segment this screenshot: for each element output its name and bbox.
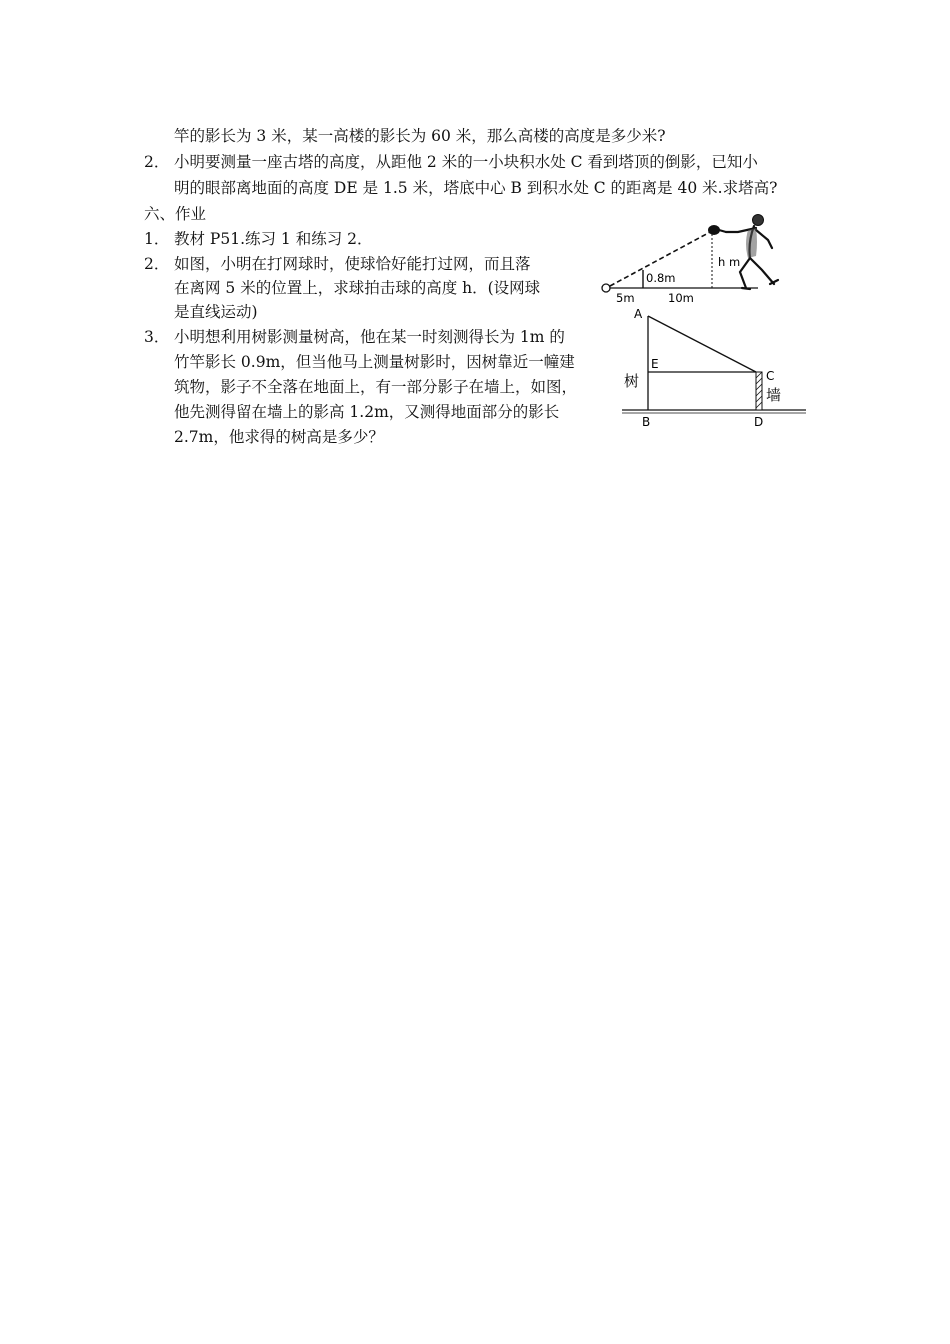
distance-5m-label: 5m <box>616 291 635 305</box>
hw-1-number: 1． <box>144 230 170 248</box>
label-e: E <box>651 357 659 371</box>
prev-question-tail: 竿的影长为 3 米，某一高楼的影长为 60 米，那么高楼的高度是多少米? <box>174 127 666 145</box>
hw-3-line-4: 他先测得留在墙上的影高 1.2m，又测得地面部分的影长 <box>174 403 560 421</box>
question-2-line-2: 明的眼部离地面的高度 DE 是 1.5 米，塔底中心 B 到积水处 C 的距离是 40 米.求塔高? <box>174 179 778 197</box>
tennis-figure <box>598 210 798 306</box>
label-d: D <box>754 415 764 429</box>
hw-3-line-1: 小明想利用树影测量树高，他在某一时刻测得长为 1m 的 <box>174 328 565 346</box>
tree-wall-figure <box>618 306 810 432</box>
sun-ray-line <box>648 316 756 372</box>
label-b: B <box>642 415 651 429</box>
hw-2-line-3: 是直线运动) <box>174 303 258 321</box>
hw-3-line-5: 2.7m，他求得的树高是多少？ <box>174 428 384 446</box>
hw-3-line-3: 筑物，影子不全落在地面上，有一部分影子在墙上，如图， <box>174 378 578 396</box>
label-tree: 树 <box>624 372 640 390</box>
hw-3-number: 3． <box>144 328 170 346</box>
hw-2-number: 2． <box>144 255 170 273</box>
racket-icon <box>708 225 720 235</box>
hw-2-line-1: 如图，小明在打网球时，使球恰好能打过网，而且落 <box>174 255 531 273</box>
tennis-ball-icon <box>602 284 610 292</box>
label-wall: 墙 <box>766 386 782 404</box>
racket-height-label: h m <box>718 255 741 269</box>
label-a: A <box>634 307 643 321</box>
distance-10m-label: 10m <box>668 291 694 305</box>
section-title: 六、作业 <box>144 205 207 223</box>
label-c: C <box>766 369 775 383</box>
hw-1-line-1: 教材 P51.练习 1 和练习 2． <box>174 230 373 248</box>
hw-2-line-2: 在离网 5 米的位置上，求球拍击球的高度 h．(设网球 <box>174 279 541 297</box>
hw-3-line-2: 竹竿影长 0.9m，但当他马上测量树影时，因树靠近一幢建 <box>174 353 575 371</box>
question-2-number: 2． <box>144 153 170 171</box>
player-shading <box>746 228 757 258</box>
question-2-line-1: 小明要测量一座古塔的高度，从距他 2 米的一小块积水处 C 看到塔顶的倒影，已知小 <box>174 153 758 171</box>
net-height-label: 0.8m <box>646 271 676 285</box>
